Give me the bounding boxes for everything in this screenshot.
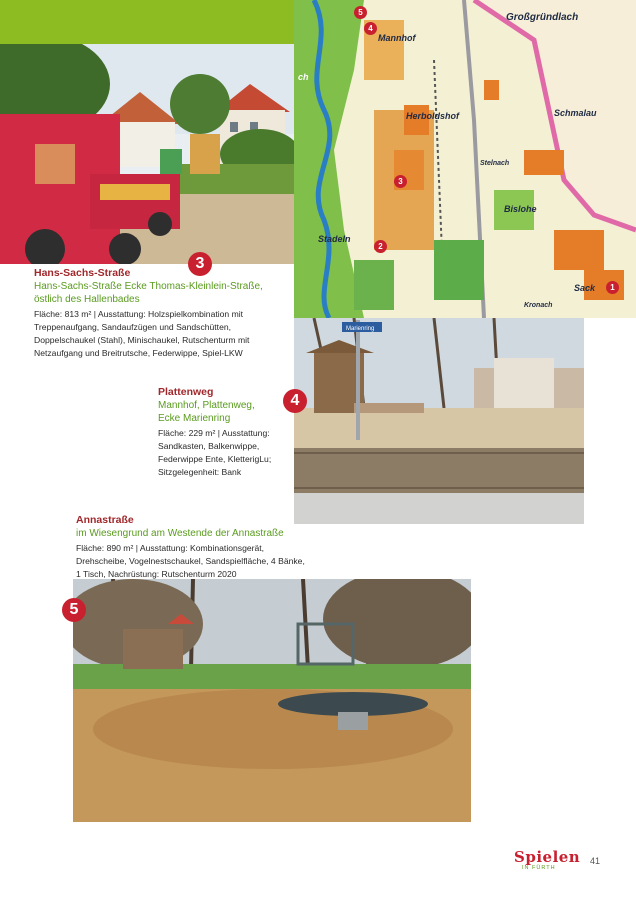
page-number: 41 <box>590 856 601 866</box>
section-location: im Wiesengrund am Westende der Annastraße <box>76 528 284 539</box>
section-annastrasse <box>76 514 306 581</box>
map-label-stadeln: Stadeln <box>318 234 351 244</box>
map-label-kronach: Kronach <box>524 302 553 309</box>
map-label-mannhof: Mannhof <box>378 33 416 43</box>
section-location: Mannhof, Plattenweg, Ecke Marienring <box>158 400 255 424</box>
map-marker-3: 3 <box>394 175 407 188</box>
section-location: Hans-Sachs-Straße Ecke Thomas-Kleinlein-Straße, östlich des Hallenbades <box>34 281 263 305</box>
section-description: Fläche: 229 m² | Ausstattung: Sandkasten, Balkenwippe, Federwippe Ente, KletterigLu; Sitzgelegenheit: Bank <box>158 428 272 477</box>
section-plattenweg <box>158 386 292 479</box>
area-map <box>294 0 636 318</box>
map-label-ch: ch <box>298 72 309 82</box>
map-marker-2: 2 <box>374 240 387 253</box>
map-label-herboldshof: Herboldshof <box>406 111 459 121</box>
street-sign-text: Marienring <box>346 326 375 332</box>
map-label-stelnach: Stelnach <box>480 160 510 167</box>
section-title: Annastraße <box>76 514 134 526</box>
map-label-grossgruendlach: Großgründlach <box>506 12 579 23</box>
photo-annastrasse <box>73 579 471 822</box>
section-description: Fläche: 813 m² | Ausstattung: Holzspielkombination mit Treppenaufgang, Sandaufzügen und Sandschütten, Doppelschaukel (Stahl), Minischaukel, Rutschenturm mit Netzaufgang und Breitrutsche, Federwippe, Spiel-LKW <box>34 309 250 358</box>
spielen-in-fuerth-logo <box>514 848 580 871</box>
logo-word: Spielen <box>514 848 581 866</box>
logo-sub: IN FÜRTH <box>522 865 556 871</box>
photo-hans-sachs-strasse <box>0 44 294 264</box>
map-marker-1: 1 <box>606 281 619 294</box>
section-title: Plattenweg <box>158 386 214 398</box>
photo-plattenweg <box>294 318 584 524</box>
number-badge-5: 5 <box>62 598 86 622</box>
map-label-bislohe: Bislohe <box>504 204 537 214</box>
map-marker-4: 4 <box>364 22 377 35</box>
number-badge-3: 3 <box>188 252 212 276</box>
section-hans-sachs-strasse <box>34 267 290 360</box>
map-marker-5: 5 <box>354 6 367 19</box>
number-badge-4: 4 <box>283 389 307 413</box>
section-title: Hans-Sachs-Straße <box>34 267 131 279</box>
map-label-sack: Sack <box>574 283 596 293</box>
map-label-schmalau: Schmalau <box>554 108 597 118</box>
section-description: Fläche: 890 m² | Ausstattung: Kombinationsgerät, Drehscheibe, Vogelnestschaukel, Sandspielfläche, 4 Bänke, 1 Tisch, Nachrüstung: Rutschenturm 2020 <box>76 543 305 579</box>
top-color-band <box>0 0 294 44</box>
